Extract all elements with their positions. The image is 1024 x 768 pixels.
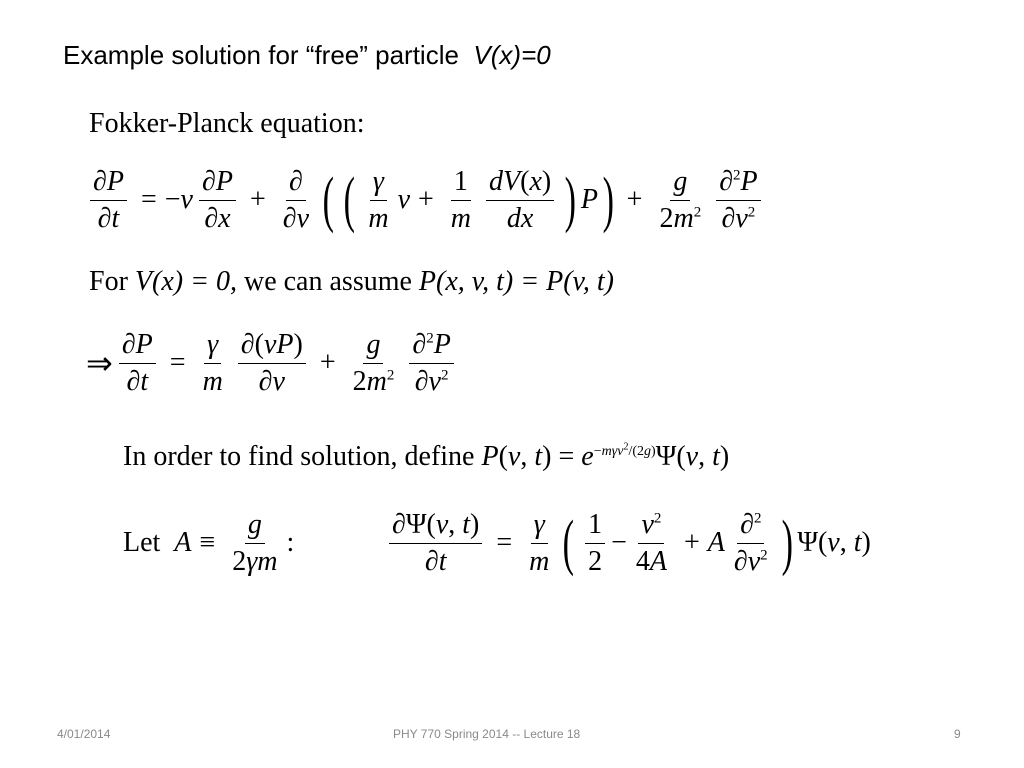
- solution-formula: P(v, $t) = e^{-m\gamma v^2/(2g)}\Psi(v$, t): [481, 441, 730, 472]
- footer-page-number: 9: [954, 727, 961, 741]
- solution-definition: [123, 441, 729, 473]
- fokker-planck-equation: $\frac{\partial P}{\partial t}$ = −v $\frac{\partial P}{\partial x}$ + $\frac{\partial}{\partial v}$ ( ( $\frac{\gamma}{m}$ v + $\frac{1}{m}$ $\frac{dV(x)}{dx}$ ) P ) + $\frac{g}{2m^2}$ $\frac{\partial^2P}{\partial v^2}$: [84, 150, 767, 250]
- for-condition: V(x) = 0,: [134, 266, 237, 297]
- for-equation: P(x, v, t) = P(v, t): [418, 266, 615, 297]
- psi-equation: $\frac{\partial\Psi(v, t)}{\partial t}$ = $\frac{\gamma}{m}$ ( $\frac{1}{2}$ − $\frac{v^2}{4A}$ + A $\frac{\partial^2}{\partial v^2}$ ) Ψ(v, t): [383, 488, 871, 598]
- reduced-equation: ⇒ $\frac{\partial P}{\partial t}$ = $\frac{\gamma}{m}$ $\frac{\partial(vP)}{\partial v}$ + $\frac{g}{2m^2}$ $\frac{\partial^2P}{\partial v^2}$: [86, 318, 460, 408]
- title-text: Example solution for “free” particle: [63, 40, 459, 70]
- let-definition: Let A ≡ $\frac{g}{2\gamma m}$ :: [123, 508, 295, 577]
- let-text: Let: [123, 527, 161, 558]
- footer-date: 4/01/2014: [57, 727, 111, 741]
- for-mid-text: we can assume: [243, 266, 412, 297]
- fokker-planck-label: Fokker-Planck equation:: [89, 108, 365, 139]
- solution-text: In order to find solution, define: [123, 441, 475, 472]
- slide-title: [63, 40, 551, 71]
- footer-course: PHY 770 Spring 2014 -- Lecture 18: [393, 727, 581, 741]
- for-prefix: For: [89, 266, 128, 297]
- title-math: V(x)=0: [473, 40, 551, 70]
- assumption-line: [89, 266, 614, 298]
